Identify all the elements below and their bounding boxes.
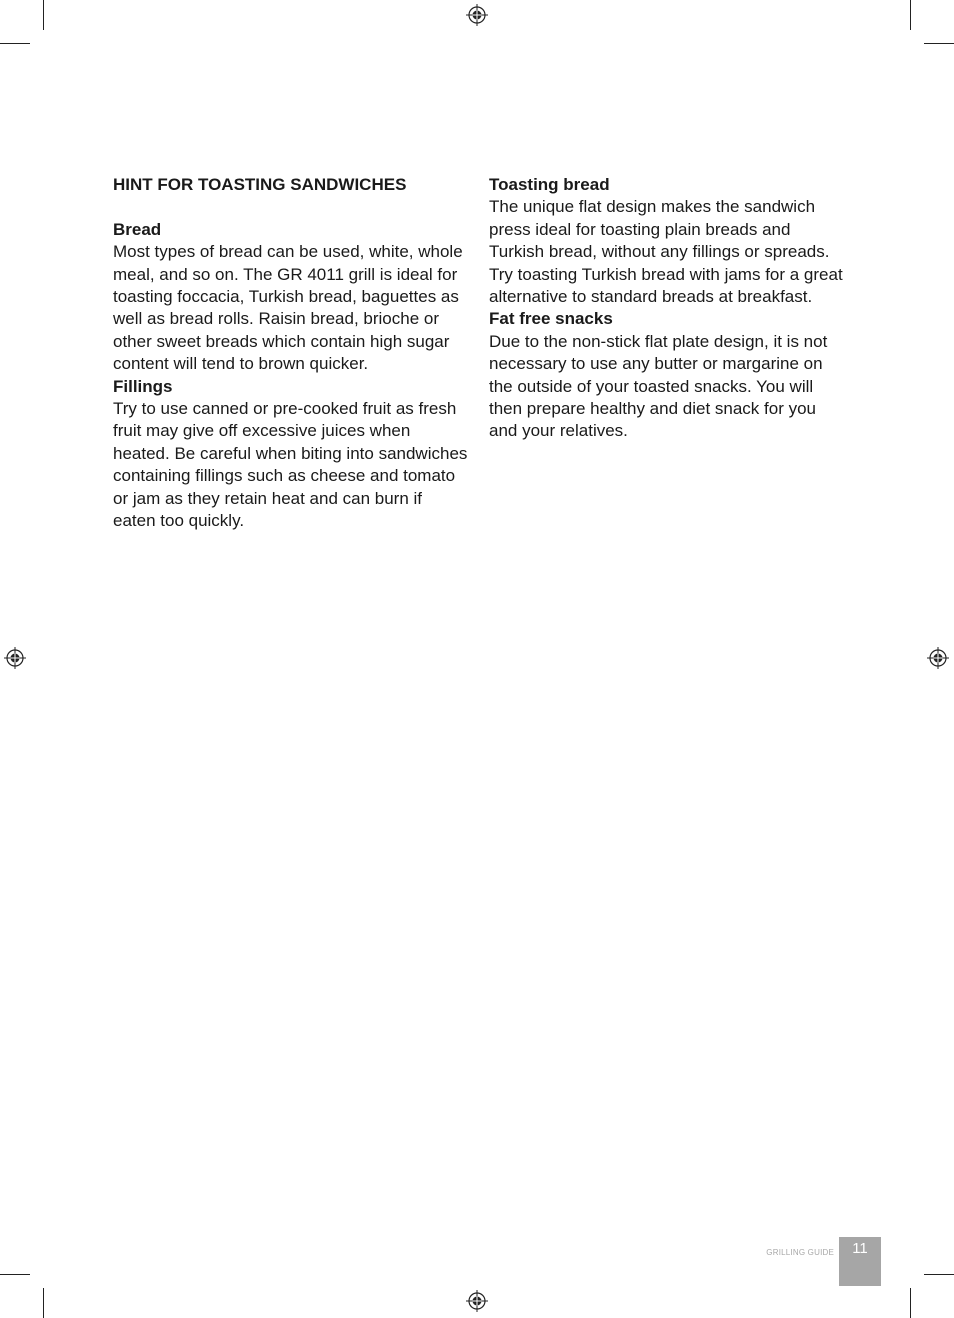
section-text: Try to use canned or pre-cooked fruit as fresh fruit may give off excessive juices when heated. Be careful when biting into sandwiches containing fillings such as cheese and tomato or jam as they retain heat and can burn if eaten too quickly. xyxy=(113,399,468,531)
section-toasting-bread xyxy=(489,174,845,308)
section-text: The unique flat design makes the sandwich press ideal for toasting plain breads and Turkish bread, without any fillings or spreads. Try toasting Turkish bread with jams for a great alternative to standard breads at breakfast. xyxy=(489,197,843,307)
section-fat-free-snacks xyxy=(489,308,845,442)
crop-mark-top-right-vertical xyxy=(910,0,911,30)
section-heading: Bread xyxy=(113,219,162,239)
crop-mark-bottom-left-vertical xyxy=(43,1288,44,1318)
section-heading: Toasting bread xyxy=(489,175,610,194)
section-text: Due to the non-stick flat plate design, it is not necessary to use any butter or margarine on the outside of your toasted snacks. You will then prepare healthy and diet snack for you and your relatives. xyxy=(489,331,828,441)
crop-mark-top-left-vertical xyxy=(43,0,44,30)
registration-mark-icon xyxy=(466,1290,488,1312)
registration-mark-icon xyxy=(4,647,26,669)
section-text: Most types of bread can be used, white, whole meal, and so on. The GR 4011 grill is ideal for toasting foccacia, Turkish bread, baguettes as well as bread rolls. Raisin bread, brioche or other sweet breads which contain high sugar content will tend to brown quicker. xyxy=(113,242,463,374)
registration-mark-icon xyxy=(466,4,488,26)
crop-mark-bottom-right-horizontal xyxy=(924,1274,954,1275)
page-number: 11 xyxy=(839,1237,881,1286)
section-fillings xyxy=(113,376,469,533)
section-heading: Fat free snacks xyxy=(489,309,613,329)
crop-mark-top-right-horizontal xyxy=(924,43,954,44)
crop-mark-bottom-left-horizontal xyxy=(0,1274,30,1275)
main-heading: HINT FOR TOASTING SANDWICHES xyxy=(113,175,407,194)
section-bread xyxy=(113,219,469,376)
crop-mark-bottom-right-vertical xyxy=(910,1288,911,1318)
footer-section-label: GRILLING GUIDE xyxy=(766,1248,834,1257)
registration-mark-icon xyxy=(927,647,949,669)
left-column xyxy=(113,174,469,532)
right-column xyxy=(489,174,845,443)
crop-mark-top-left-horizontal xyxy=(0,43,30,44)
section-heading: Fillings xyxy=(113,376,173,396)
